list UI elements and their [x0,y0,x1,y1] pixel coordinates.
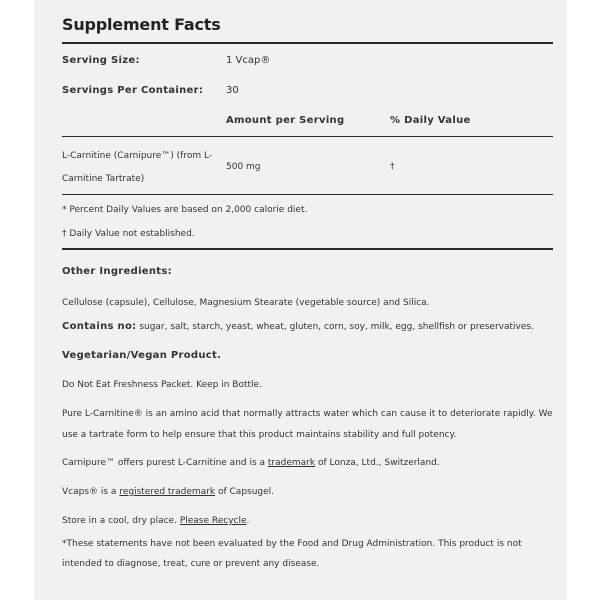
carnipure-line [62,458,440,468]
servings-per-container-value: 30 [226,85,239,96]
row-rule [62,194,553,195]
supplement-facts-title: Supplement Facts [62,15,221,34]
vcaps-line [62,487,274,497]
fda-disclaimer-line2: intended to diagnose, treat, cure or prevent any disease. [62,559,320,569]
title-rule [62,42,553,44]
nutrient-name-line1: L-Carnitine (Carnipure™) (from L- [62,151,213,161]
ingredients-text: Cellulose (capsule), Cellulose, Magnesium Stearate (vegetable source) and Silica. [62,298,430,308]
store-text-end: . [246,516,250,526]
dv-not-established-note: † Daily Value not established. [62,229,195,239]
nutrient-name-line2: Carnitine Tartrate) [62,174,145,184]
pure-carnitine-line1: Pure L-Carnitine® is an amino acid that normally attracts water which can cause it to deteriorate rapidly. We [62,409,553,419]
vcaps-text-end: of Capsugel. [215,487,275,497]
store-text: Store in a cool, dry place. [62,516,180,526]
pure-carnitine-line2: use a tartrate form to help ensure that this product maintains stability and full potency. [62,430,457,440]
vcaps-text: Vcaps® is a [62,487,120,497]
carnipure-text: Carnipure™ offers purest L-Carnitine and is a [62,458,268,468]
contains-no-label: Contains no: [62,321,137,332]
carnipure-text-end: of Lonza, Ltd., Switzerland. [315,458,440,468]
freshness-note: Do Not Eat Freshness Packet. Keep in Bottle. [62,380,262,390]
vegetarian-heading: Vegetarian/Vegan Product. [62,350,222,361]
percent-dv-note: * Percent Daily Values are based on 2,000 calorie diet. [62,205,308,215]
header-rule [62,136,553,137]
registered-trademark-link[interactable]: registered trademark [119,487,216,497]
store-line [62,516,249,526]
contains-no-line [62,321,534,332]
fda-disclaimer-line1: *These statements have not been evaluated by the Food and Drug Administration. This product is not [62,539,522,549]
amount-per-serving-header: Amount per Serving [226,115,345,126]
daily-value-header: % Daily Value [390,115,471,126]
nutrient-daily-value: † [390,162,395,172]
facts-bottom-rule [62,248,553,250]
other-ingredients-heading: Other Ingredients: [62,266,172,277]
servings-per-container-label: Servings Per Container: [62,85,204,96]
serving-size-value: 1 Vcap® [226,55,271,66]
serving-size-label: Serving Size: [62,55,140,66]
trademark-link[interactable]: trademark [267,458,316,468]
contains-no-text: sugar, salt, starch, yeast, wheat, gluten, corn, soy, milk, egg, shellfish or preservatives. [139,322,534,332]
nutrient-amount: 500 mg [226,162,261,172]
please-recycle-link[interactable]: Please Recycle [179,516,247,526]
